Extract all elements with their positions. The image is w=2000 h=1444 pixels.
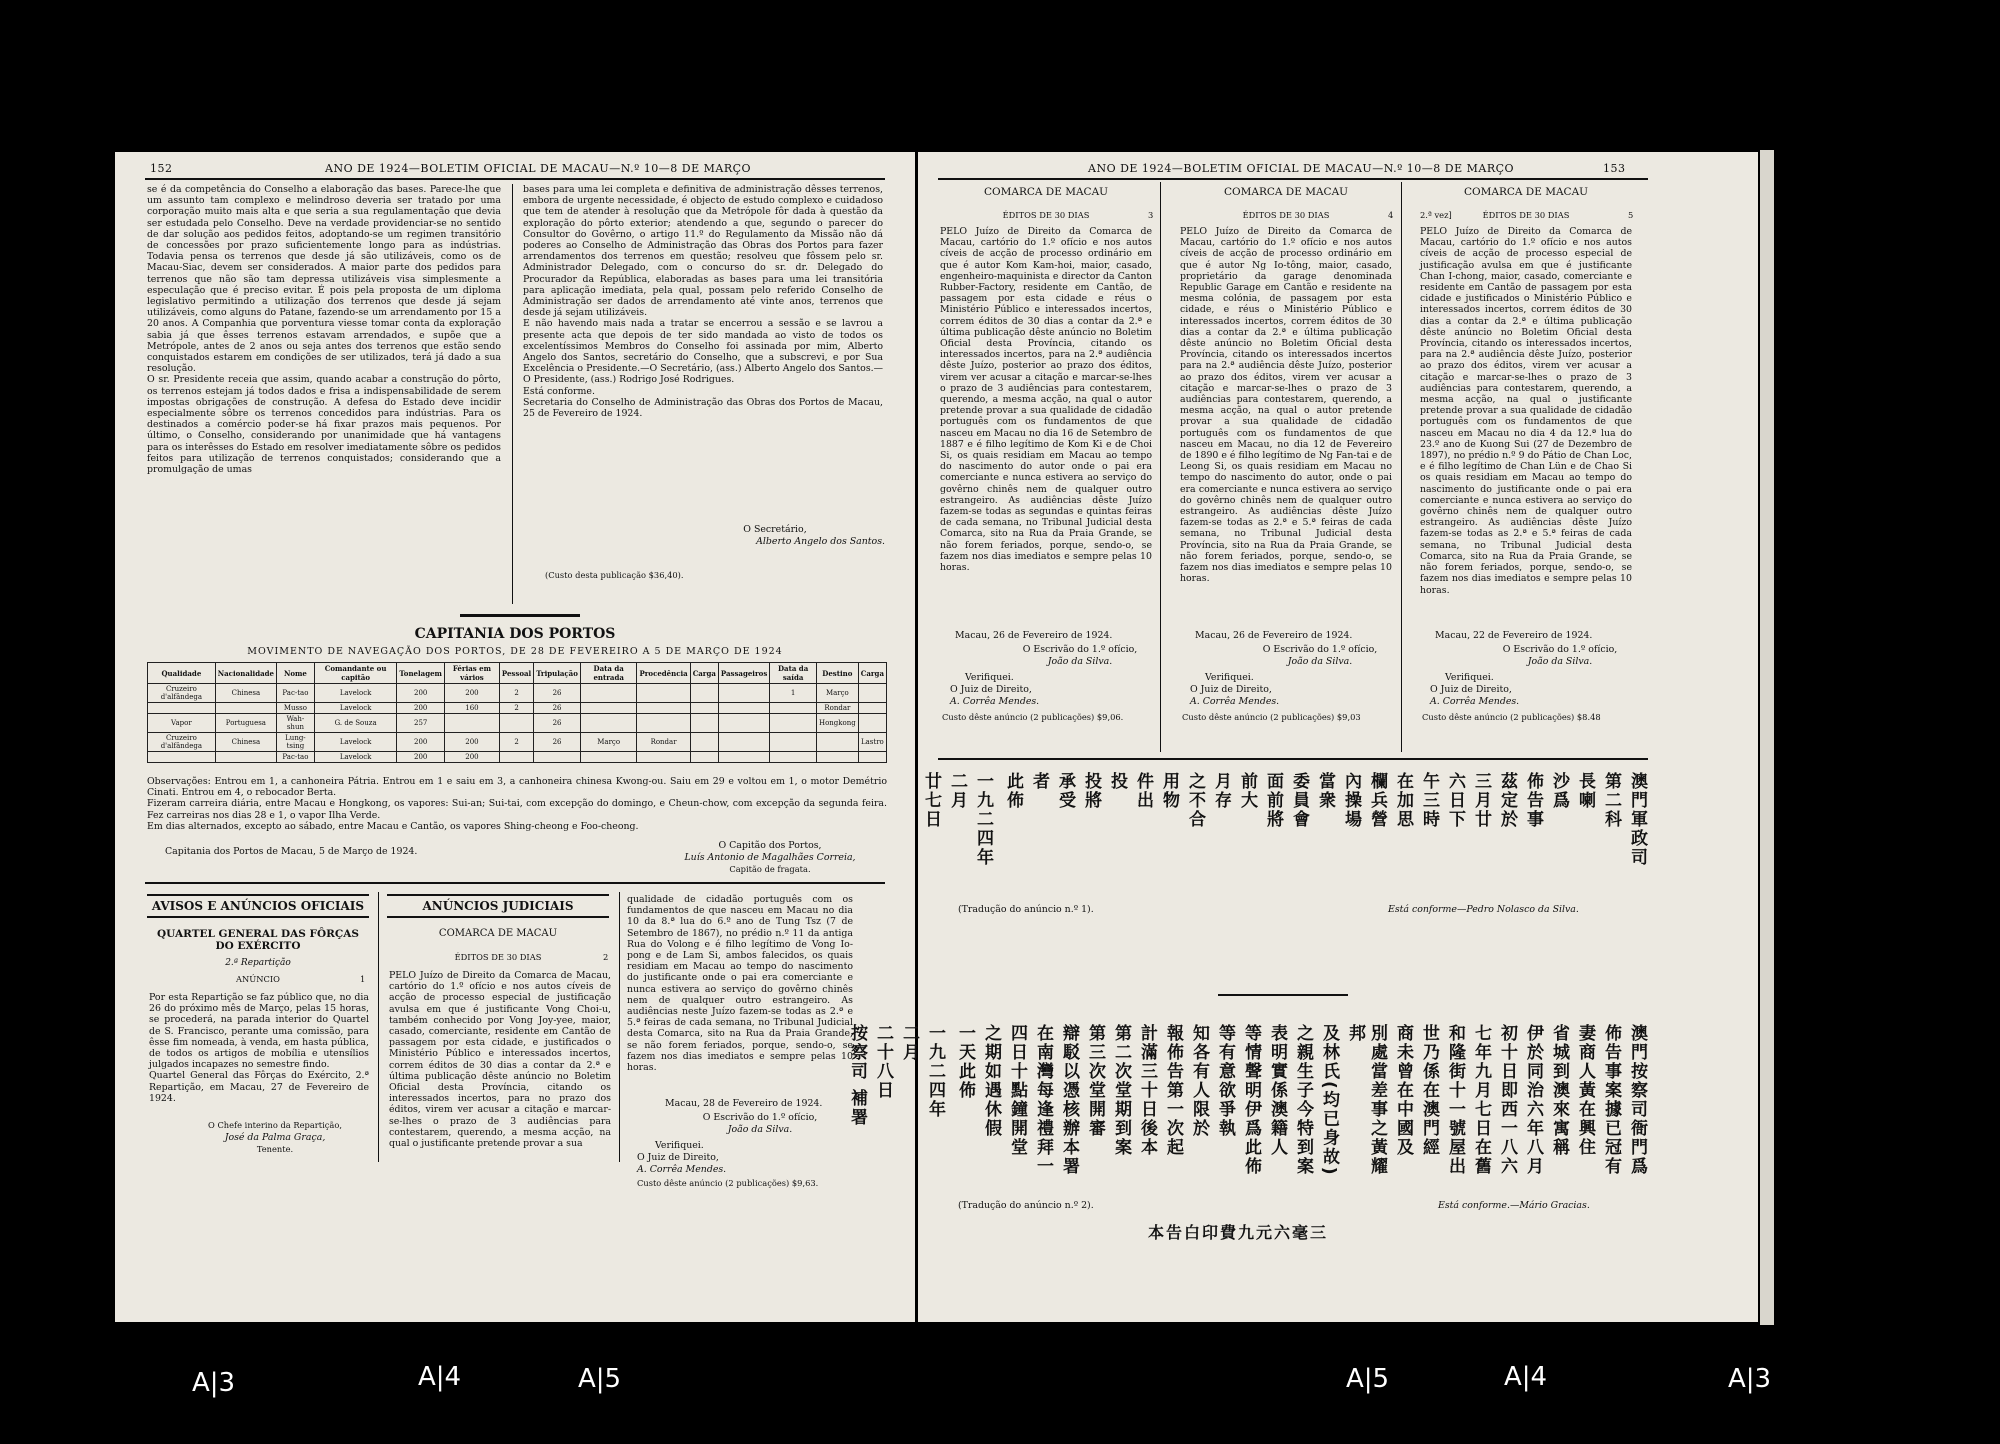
section-rule-2 <box>145 882 885 884</box>
judiciais-juiz-name: A. Corrêa Mendes. <box>637 1164 727 1175</box>
capitania-sig-rank: Capitão de fragata. <box>729 864 811 874</box>
table-cell <box>858 684 886 703</box>
film-mark-5: A|4 <box>1504 1362 1548 1392</box>
film-mark-3: A|5 <box>578 1364 622 1394</box>
chinese-date-column: 廿七日 <box>921 772 941 829</box>
notice-editos: ÉDITOS DE 30 DIAS <box>1242 210 1330 220</box>
chinese-date-column: 二月 <box>947 772 967 810</box>
table-cell: Chinesa <box>215 733 276 752</box>
table-cell: Lavelock <box>314 733 397 752</box>
film-mark-2: A|4 <box>418 1362 462 1392</box>
running-header-right: ANO DE 1924—BOLETIM OFICIAL DE MACAU—N.º 10—8 DE MARÇO <box>1088 162 1515 175</box>
left-page <box>115 152 915 1322</box>
chinese-text-column: 佈告事案據已冠有 <box>1601 1024 1621 1176</box>
table-row <box>148 752 887 763</box>
chinese-text-column: 面前將 <box>1263 772 1283 829</box>
table-header-cell: Destino <box>816 663 858 684</box>
table-cell: Rondar <box>816 703 858 714</box>
table-cell <box>215 703 276 714</box>
chinese-text-column: 之不合 <box>1185 772 1205 829</box>
chinese-text-column: 午三時 <box>1419 772 1439 829</box>
column-divider <box>512 184 513 604</box>
chinese-text-column: 月存 <box>1211 772 1231 810</box>
table-cell: 160 <box>444 703 499 714</box>
table-header-cell: Pessoal <box>499 663 533 684</box>
sig-role: O Secretário, <box>743 524 807 535</box>
table-cell: 200 <box>444 733 499 752</box>
table-cell: Lavelock <box>314 752 397 763</box>
judiciais-date: Macau, 28 de Fevereiro de 1924. <box>665 1098 823 1109</box>
table-cell <box>148 703 216 714</box>
table-cell: Março <box>816 684 858 703</box>
translation-note-1: (Tradução do anúncio n.º 1). <box>958 904 1094 915</box>
chinese-text-column: 沙爲 <box>1549 772 1569 810</box>
judiciais-num: 2 <box>603 952 609 962</box>
table-cell: Março <box>580 733 637 752</box>
page-number-right: 153 <box>1603 162 1626 175</box>
table-cell <box>580 684 637 703</box>
page-edge <box>1760 150 1774 1325</box>
judiciais-body: PELO Juízo de Direito da Comarca de Macau, cartório do 1.º ofício e nos autos cíveis de acção de processo especial de justificação avulsa em que é justificante Vong Choi-u, também conhecido por Vong Joy-yee, maior, casado, comerciante, residente em Cantão de passagem por esta cidade, e justificados o Ministério Público e interessados incertos, correm éditos de 30 dias a contar da 2.ª e última publicação dêste anúncio no Boletim Oficial desta Província, citando os interessados incertos, para no prazo dos éditos, virem ver acusar a citação e marcar-se-lhes o prazo de 3 audiências para contestarem, querendo, a mesma acção, na qual o justificante pretende provar a sua <box>389 970 611 1150</box>
chinese-date-column: 一九二四年 <box>973 772 993 867</box>
notice-verif: Verifiquei. <box>1445 672 1494 683</box>
chinese-text-column: 報佈告第一次起 <box>1163 1024 1183 1157</box>
cost-note: (Custo desta publicação $36,40). <box>545 570 684 580</box>
translation-note-2: (Tradução do anúncio n.º 2). <box>958 1200 1094 1211</box>
chinese-text-column: 此佈 <box>1003 772 1023 810</box>
chinese-text-column: 佈告事 <box>1523 772 1543 829</box>
table-cell: Rondar <box>637 733 690 752</box>
table-header-cell: Passageiros <box>718 663 769 684</box>
chinese-text-column: 承受 <box>1055 772 1075 810</box>
judiciais-cont-body: qualidade de cidadão português com os fundamentos de que nasceu em Macau no dia 10 da 8.ª lua do 6.º ano de Tung Tsz (7 de Setembro de 1867), no prédio n.º 11 da antiga Rua do Volong e é filho legítimo de Vong Io-pong e de Lam Si, ambos falecidos, os quais residiam em Macau ao tempo do nascimento do justificante onde o pai era comerciante e nunca estivera ao serviço do govêrno chinês nem de qualquer outro estrangeiro. As audiências neste Juízo fazem-se todas as 2.ª e 5.ª feiras de cada semana, no Tribunal Judicial desta Comarca, sito na Rua da Praia Grande, se não forem feriados, porque, sendo-o, se fazem nos dias imediatos e sempre pelas 10 horas. <box>627 894 853 1074</box>
chinese-text-column: 投 <box>1107 772 1127 791</box>
judiciais-cost: Custo dêste anúncio (2 publicações) $9,63. <box>637 1178 819 1188</box>
conforme-note-1: Está conforme—Pedro Nolasco da Silva. <box>1388 904 1579 915</box>
chinese-text-column: 之期如遇休假 <box>981 1024 1001 1138</box>
notice-juiz-role: O Juiz de Direito, <box>1430 684 1512 695</box>
table-cell <box>718 703 769 714</box>
chinese-text-column: 在南灣每逢禮拜一 <box>1033 1024 1053 1176</box>
table-cell: Lavelock <box>314 703 397 714</box>
chinese-text-column: 和隆街十一號屋出 <box>1445 1024 1465 1176</box>
printing-cost-cjk: 本告白印費九元六毫三 <box>1148 1223 1329 1242</box>
notice-body: PELO Juízo de Direito da Comarca de Macau, cartório do 1.º ofício e nos autos cíveis de acção de processo ordinário em que é autor Ng Io-tông, maior, casado, proprietário da garage denominada Republic Garage em Cantão e residente na mesma colónia, de passagem por esta cidade, e réus o Ministério Público e interessados incertos, correm éditos de 30 dias a contar da 2.ª e última publicação dêste anúncio no Boletim Oficial desta Província, citando os interessados incertos para na 2.ª audiência dêste Juízo, posterior ao prazo dos éditos, virem ver acusar a citação e marcar-se-lhes o prazo de 3 audiências para contestarem, querendo, a mesma acção, na qual o autor pretende provar a sua qualidade de cidadão português com os fundamentos de que nasceu em Macau, no dia 12 de Fevereiro de 1890 e é filho legítimo de Ng Fan-tai e de Leong Si, os quais residiam em Macau no tempo do nascimento do autor, onde o pai era comerciante e nunca estivera ao serviço do govêrno chinês nem de qualquer outro estrangeiro. As audiências dêste Juízo fazem-se todas as 2.ª e 5.ª feiras de cada semana, no Tribunal Judicial desta Província, sito na Rua da Praia Grande, se não forem feriados, porque, sendo-o, se fazem nos dias imediatos e sempre pelas 10 horas. <box>1180 226 1392 585</box>
note-2: Fizeram carreira diária, entre Macau e Hongkong, os vapores: Sui-an; Sui-tai, com excepção do domingo, e Cheun-chow, com excepção da segunda feira. Fez carreiras nos dias 28 e 1, o vapor Ilha Verde. <box>147 798 887 821</box>
notice-editos: ÉDITOS DE 30 DIAS <box>1002 210 1090 220</box>
table-cell: 26 <box>534 703 581 714</box>
notice-date: Macau, 26 de Fevereiro de 1924. <box>1195 630 1353 641</box>
chinese-date-column: 一九二四年 <box>925 1024 945 1119</box>
header-rule-right <box>938 178 1648 180</box>
table-cell <box>499 714 533 733</box>
avisos-sig-name: José da Palma Graça, <box>224 1132 326 1143</box>
notice-verif: Verifiquei. <box>965 672 1014 683</box>
chinese-text-column: 投將 <box>1081 772 1101 810</box>
notice-comarca: COMARCA DE MACAU <box>983 186 1109 198</box>
chinese-text-column: 第三次堂開審 <box>1085 1024 1105 1138</box>
chinese-text-column: 辯駁以憑核辦本署 <box>1059 1024 1079 1176</box>
table-cell: 2 <box>499 703 533 714</box>
table-cell <box>690 733 718 752</box>
notice-editos: ÉDITOS DE 30 DIAS <box>1482 210 1570 220</box>
header-rule <box>145 178 885 180</box>
notice-comarca: COMARCA DE MACAU <box>1463 186 1589 198</box>
chinese-text-column: 表明實係澳籍人 <box>1267 1024 1287 1157</box>
notice-esc-name: João da Silva. <box>1047 656 1113 667</box>
table-cell <box>637 752 690 763</box>
chinese-text-column: 四日十點鐘開堂 <box>1007 1024 1027 1157</box>
table-header-cell: Nome <box>277 663 315 684</box>
notice-date: Macau, 22 de Fevereiro de 1924. <box>1435 630 1593 641</box>
table-header-cell: Carga <box>858 663 886 684</box>
table-cell: Chinesa <box>215 684 276 703</box>
chinese-text-column: 等有意欲爭執 <box>1215 1024 1235 1138</box>
chinese-text-column: 伊於同治六年八月 <box>1523 1024 1543 1176</box>
table-cell <box>580 752 637 763</box>
table-cell <box>690 703 718 714</box>
table-cell: 2 <box>499 684 533 703</box>
table-header-cell: Qualidade <box>148 663 216 684</box>
table-cell <box>148 752 216 763</box>
chinese-text-column: 澳門按察司衙門爲 <box>1627 1024 1647 1176</box>
capitania-place-date: Capitania dos Portos de Macau, 5 de Março de 1924. <box>165 846 418 857</box>
notice-divider-1 <box>1160 182 1161 752</box>
notice-body: PELO Juízo de Direito da Comarca de Macau, cartório do 1.º ofício e nos autos cíveis de acção de processo especial de justificação avulsa em que é justificante Chan I-chong, maior, casado, comerciante e residente em Cantão de passagem por esta cidade e justificados o Ministério Público e interessados incertos, correm éditos de 30 dias a contar da 2.ª e última publicação dêste anúncio no Boletim Oficial desta Província, citando os interessados incertos, para na 2.ª audiência dêste Juízo, posterior ao prazo dos éditos, virem ver acusar a citação e marcar-se-lhes o prazo de 3 audiências para contestarem, querendo, a mesma acção, na qual o justificante pretende provar a sua qualidade de cidadão português com os fundamentos de que nasceu em Macau no dia 4 da 12.ª lua do 23.º ano de Kuong Sui (27 de Dezembro de 1897), no prédio n.º 9 do Pátio de Chan Loc, e é filho legítimo de Chan Lün e de Chao Si os quais residiam em Macau ao tempo do nascimento do justificante onde o pai era comerciante e nunca estivera ao serviço do govêrno chinês nem de qualquer outro estrangeiro. As audiências dêste Juízo fazem-se todas as 2.ª e 5.ª feiras de cada semana, no Tribunal Judicial desta Comarca, sito na Rua da Praia Grande, se não forem feriados, porque, sendo-o, se fazem nos dias imediatos e sempre pelas 10 horas. <box>1420 226 1632 596</box>
table-row <box>148 733 887 752</box>
judiciais-juiz-role: O Juiz de Direito, <box>637 1152 719 1163</box>
notice-body: PELO Juízo de Direito da Comarca de Macau, cartório do 1.º ofício e nos autos cíveis de acção de processo ordinário em que é autor Kom Kam-hoi, maior, casado, engenheiro-maquinista e director da Canton Rubber-Factory, residente em Cantão, de passagem por esta cidade e réus o Ministério Público e interessados incertos, correm éditos de 30 dias a contar da 2.ª e última publicação dêste anúncio no Boletim Oficial desta Província, citando os interessados incertos, para na 2.ª audiência dêste Juízo, posterior ao prazo dos éditos, virem ver acusar a citação e marcar-se-lhes o prazo de 3 audiências para contestarem, querendo, a mesma acção, na qual o autor pretende provar a sua qualidade de cidadão português com os fundamentos de que nasceu em Macau no dia 16 de Setembro de 1887 e é filho legítimo de Kom Ki e de Choi Si, os quais residiam em Macau ao tempo do nascimento do autor onde o pai era comerciante e nunca estivera ao serviço do govêrno chinês nem de qualquer outro estrangeiro. As audiências dêste Juízo fazem-se todas as segundas e quintas feiras de cada semana, no Tribunal Judicial desta Comarca, sito na Rua da Praia Grande, se não forem feriados, porque, sendo-o, se fazem nos dias imediatos e sempre pelas 10 horas. <box>940 226 1152 574</box>
chinese-text-column: 省城到澳來寓稱 <box>1549 1024 1569 1157</box>
table-cell <box>858 752 886 763</box>
page-number-left: 152 <box>150 162 173 175</box>
avisos-title: AVISOS E ANÚNCIOS OFICIAIS <box>147 894 369 918</box>
table-cell <box>816 752 858 763</box>
chinese-text-column: 世乃係在澳門經 <box>1419 1024 1439 1157</box>
judiciais-comarca: COMARCA DE MACAU <box>438 928 558 939</box>
notice-esc-role: O Escrivão do 1.º ofício, <box>1502 644 1618 655</box>
table-cell: 2 <box>499 733 533 752</box>
table-cell: 200 <box>444 752 499 763</box>
table-cell: Lastro <box>858 733 886 752</box>
avisos-sig-rank: Tenente. <box>256 1144 294 1154</box>
shipping-table <box>147 662 887 763</box>
table-header-cell: Data da saída <box>770 663 817 684</box>
chinese-text-column: 妻商人黃在興住 <box>1575 1024 1595 1157</box>
table-cell: Lavelock <box>314 684 397 703</box>
table-cell: 200 <box>397 703 445 714</box>
table-cell <box>690 752 718 763</box>
table-cell: Hongkong <box>816 714 858 733</box>
notice-esc-name: João da Silva. <box>1287 656 1353 667</box>
table-cell: G. de Souza <box>314 714 397 733</box>
avisos-sig-role: O Chefe interino da Repartição, <box>208 1120 342 1130</box>
table-cell <box>718 714 769 733</box>
chinese-text-column: 者 <box>1029 772 1049 791</box>
table-cell: 200 <box>397 733 445 752</box>
chinese-date-column: 按察司 補署 <box>847 1024 867 1127</box>
chinese-text-column: 三月廿 <box>1471 772 1491 829</box>
chinese-date-column: 二月 <box>899 1024 919 1062</box>
table-cell <box>690 714 718 733</box>
chinese-text-column: 別處當差事之黃耀邦 <box>1345 1024 1387 1176</box>
notice-cost: Custo dêste anúncio (2 publicações) $9,06. <box>942 712 1124 722</box>
chinese-text-column: 商未曾在中國及 <box>1393 1024 1413 1157</box>
notice-esc-role: O Escrivão do 1.º ofício, <box>1262 644 1378 655</box>
notice-esc-name: João da Silva. <box>1527 656 1593 667</box>
chinese-text-column: 件出 <box>1133 772 1153 810</box>
table-cell <box>816 733 858 752</box>
running-header-left: ANO DE 1924—BOLETIM OFICIAL DE MACAU—N.º 10—8 DE MARÇO <box>325 162 752 175</box>
table-cell <box>215 752 276 763</box>
table-cell <box>858 714 886 733</box>
table-cell <box>770 752 817 763</box>
table-cell: 200 <box>397 752 445 763</box>
table-cell <box>770 703 817 714</box>
table-cell <box>858 703 886 714</box>
chinese-text-column: 等情聲明伊爲此佈 <box>1241 1024 1261 1176</box>
table-cell <box>770 733 817 752</box>
notice-num: 5 <box>1628 210 1634 220</box>
table-cell: Cruzeiro d'alfândega <box>148 684 216 703</box>
sig-name: Alberto Angelo dos Santos. <box>756 536 885 547</box>
table-header-cell: Tonelagem <box>397 663 445 684</box>
chinese-text-column: 澳門軍政司 <box>1627 772 1647 867</box>
avisos-num: 1 <box>360 974 366 984</box>
table-cell: 200 <box>397 684 445 703</box>
chinese-text-column: 欄兵營 <box>1367 772 1387 829</box>
chinese-text-column: 計滿三十日後本 <box>1137 1024 1157 1157</box>
chinese-notice-1 <box>921 772 1648 892</box>
column-divider-3 <box>619 892 620 1162</box>
chinese-text-column: 長喇 <box>1575 772 1595 810</box>
notice-esc-role: O Escrivão do 1.º ofício, <box>1022 644 1138 655</box>
table-cell <box>580 714 637 733</box>
chinese-text-column: 第二次堂期到案 <box>1111 1024 1131 1157</box>
chinese-text-column: 在加思 <box>1393 772 1413 829</box>
avisos-sub: QUARTEL GENERAL DAS FÔRÇAS DO EXÉRCITO <box>157 928 359 952</box>
notice-comarca: COMARCA DE MACAU <box>1223 186 1349 198</box>
avisos-anuncio: ANÚNCIO <box>236 974 280 984</box>
table-cell <box>534 752 581 763</box>
avisos-body: Por esta Repartição se faz público que, no dia 26 do próximo mês de Março, pelas 15 horas, se procederá, na parada interior do Quartel de S. Francisco, perante uma comissão, para êsse fim nomeada, à venda, em hasta pública, de todos os artigos de mobília e utensílios julgados incapazes no semestre findo. Quartel General das Fôrças do Exército, 2.ª Repartição, em Macau, 27 de Fevereiro de 1924. <box>149 992 369 1104</box>
shipping-table-wrap <box>147 662 887 763</box>
judiciais-editos: ÉDITOS DE 30 DIAS <box>454 952 542 962</box>
judiciais-verif: Verifiquei. <box>655 1140 704 1151</box>
chinese-text-column: 知各有人限於 <box>1189 1024 1209 1138</box>
table-cell <box>444 714 499 733</box>
capitania-notes <box>147 776 887 832</box>
chinese-date-column: 二十八日 <box>873 1024 893 1100</box>
table-cell: 26 <box>534 684 581 703</box>
judiciais-esc-role: O Escrivão do 1.º ofício, <box>702 1112 818 1123</box>
avisos-rep: 2.ª Repartição <box>225 958 291 968</box>
left-col1-text: se é da competência do Conselho a elaboração das bases. Parece-lhe que um assunto tam complexo e melindroso deveria ser tratado por uma corporação muito mais alta e que seria a sua regulamentação que devia ser estudada pelo Conselho. Deve na verdade providenciar-se no sentido de dar solução aos pedidos feitos, adoptando-se um regimen transitório de concessões por prazo suficientemente longo para as indústrias. Todavia pensa os terrenos que desde já são utilizáveis, como os de Macau-Siac, devem ser considerados. A maior parte dos pedidos para terrenos que não são tam depressa utilizáveis visa simplesmente a especulação que é preciso evitar. É pois pela proposta de um diploma legislativo permitindo a utilização dos terrenos que desde já sejam utilizáveis, como alguns do Patane, fazendo-se um arrendamento por 15 a 20 anos. A Companhia que porventura viesse tomar conta da exploração sabia já que êsses terrenos estavam arrendados, e supõe que a Metrópole, antes de 2 anos ou seja antes dos terrenos que estão sendo conquistados estarem em condições de ser utilizados, terá já dado a sua resolução. O sr. Presidente receia que assim, quando acabar a construção do pôrto, os terrenos estejam já todos dados e frisa a indispensabilidade de serem impostas obrigações de construção. A defesa do Estado deve incidir especialmente sôbre os terrenos concedidos para indústrias. Para os destinados a comércio poder-se há fixar prazos mais pequenos. Por último, o Conselho, considerando por unanimidade que há vantagens para os interêsses do Estado em resolver imediatamente sôbre os pedidos feitos para utilização de terrenos conquistados; considerando que a promulgação de umas <box>147 184 501 476</box>
table-cell <box>637 714 690 733</box>
table-row <box>148 714 887 733</box>
notice-verif: Verifiquei. <box>1205 672 1254 683</box>
table-header-cell: Data da entrada <box>580 663 637 684</box>
film-mark-6: A|3 <box>1728 1364 1772 1394</box>
chinese-text-column: 內操場 <box>1341 772 1361 829</box>
notice-cost: Custo dêste anúncio (2 publicações) $8.48 <box>1422 712 1601 722</box>
notice-vez: 2.ª vez] <box>1420 210 1452 220</box>
notice-juiz-role: O Juiz de Direito, <box>950 684 1032 695</box>
column-divider-2 <box>378 892 379 1162</box>
table-cell: Wah-shun <box>277 714 315 733</box>
chinese-text-column: 茲定於 <box>1497 772 1517 829</box>
notice-num: 3 <box>1148 210 1154 220</box>
judiciais-esc-name: João da Silva. <box>727 1124 793 1135</box>
capitania-sig-role: O Capitão dos Portos, <box>718 840 822 851</box>
table-cell: Lung-tsing <box>277 733 315 752</box>
notice-date: Macau, 26 de Fevereiro de 1924. <box>955 630 1113 641</box>
table-row <box>148 684 887 703</box>
table-header-cell: Procedência <box>637 663 690 684</box>
table-cell: Cruzeiro d'alfândega <box>148 733 216 752</box>
table-header-cell: Nacionalidade <box>215 663 276 684</box>
chinese-text-column: 一天此佈 <box>955 1024 975 1100</box>
note-1: Observações: Entrou em 1, a canhoneira Pátria. Entrou em 1 e saiu em 3, a canhoneira chinesa Kwong-ou. Saiu em 29 e voltou em 1, o motor Demétrio Cinati. Entrou em 4, o rebocador Berta. <box>147 776 887 799</box>
table-cell: 26 <box>534 714 581 733</box>
left-col2-text: bases para uma lei completa e definitiva de administração dêsses terrenos, embora de urgente necessidade, é objecto de estudo complexo e cuidadoso que tem de atender à resolução que da Metrópole fôr dada à questão da exploração do pôrto exterior; atendendo a que, segundo o parecer do Consultor do Govêrno, o artigo 11.º do Regulamento da Missão não dá poderes ao Conselho de Administração das Obras dos Portos para fazer arrendamentos dos terrenos em questão; resolveu que fôssem pelo sr. Administrador Delegado, com o concurso do sr. dr. Delegado do Procurador da República, elaboradas as bases para uma lei transitória para aplicação imediata, pela qual, possam pelo referido Conselho de Administração ser dados de arrendamento até vinte anos, terrenos que desde já sejam utilizáveis. E não havendo mais nada a tratar se encerrou a sessão e se lavrou a presente acta que depois de ter sido mandada ao visto de todos os excelentíssimos Membros do Conselho foi assinada por mim, Alberto Angelo dos Santos, secretário do Conselho, que a subscrevi, e por Sua Excelência o Presidente.—O Secretário, (ass.) Alberto Angelo dos Santos.—O Presidente, (ass.) Rodrigo José Rodrigues. Está conforme. Secretaria do Conselho de Administração das Obras dos Portos de Macau, 25 de Fevereiro de 1924. <box>523 184 883 420</box>
chinese-text-column: 及林氏(均已身故) <box>1319 1024 1339 1177</box>
chinese-text-column: 之親生子今特到案 <box>1293 1024 1313 1176</box>
table-header-cell: Comandante ou capitão <box>314 663 397 684</box>
table-header-cell: Carga <box>690 663 718 684</box>
notice-juiz-role: O Juiz de Direito, <box>1190 684 1272 695</box>
notice-num: 4 <box>1388 210 1394 220</box>
chinese-text-column: 初十日即西一八六 <box>1497 1024 1517 1176</box>
notice-juiz-name: A. Corrêa Mendes. <box>1190 696 1280 707</box>
chinese-text-column: 七年九月七日在舊 <box>1471 1024 1491 1176</box>
table-row <box>148 703 887 714</box>
chinese-text-column: 前大 <box>1237 772 1257 810</box>
table-header-cell: Férias em vários <box>444 663 499 684</box>
table-cell: 200 <box>444 684 499 703</box>
table-cell <box>718 752 769 763</box>
chinese-text-column: 六日下 <box>1445 772 1465 829</box>
table-cell: Pac-tao <box>277 684 315 703</box>
table-cell: Pac-tao <box>277 752 315 763</box>
section-rule-right-2 <box>1218 994 1348 996</box>
table-cell <box>637 684 690 703</box>
chinese-text-column: 第二科 <box>1601 772 1621 829</box>
table-cell <box>690 684 718 703</box>
table-cell <box>499 752 533 763</box>
chinese-text-column: 用物 <box>1159 772 1179 810</box>
table-cell: 257 <box>397 714 445 733</box>
table-cell: 1 <box>770 684 817 703</box>
conforme-note-2: Está conforme.—Mário Gracias. <box>1438 1200 1590 1211</box>
table-cell: Musso <box>277 703 315 714</box>
capitania-title: CAPITANIA DOS PORTOS <box>414 626 616 642</box>
notice-juiz-name: A. Corrêa Mendes. <box>1430 696 1520 707</box>
table-cell <box>580 703 637 714</box>
film-mark-1: A|3 <box>192 1368 236 1398</box>
capitania-subtitle: MOVIMENTO DE NAVEGAÇÃO DOS PORTOS, DE 28 DE FEVEREIRO A 5 DE MARÇO DE 1924 <box>247 646 783 657</box>
film-mark-4: A|5 <box>1346 1364 1390 1394</box>
section-rule-right <box>938 758 1648 760</box>
capitania-sig-name: Luís Antonio de Magalhães Correia, <box>684 852 856 863</box>
chinese-text-column: 當衆 <box>1315 772 1335 810</box>
table-cell <box>718 733 769 752</box>
notice-cost: Custo dêste anúncio (2 publicações) $9,03 <box>1182 712 1361 722</box>
table-cell <box>770 714 817 733</box>
table-cell <box>718 684 769 703</box>
notice-juiz-name: A. Corrêa Mendes. <box>950 696 1040 707</box>
chinese-notice-2 <box>847 1024 1648 1184</box>
table-cell: Vapor <box>148 714 216 733</box>
notice-divider-2 <box>1401 182 1402 752</box>
table-cell: Portuguesa <box>215 714 276 733</box>
judiciais-title: ANÚNCIOS JUDICIAIS <box>387 894 609 918</box>
chinese-text-column: 委員會 <box>1289 772 1309 829</box>
section-rule <box>460 614 580 617</box>
table-cell <box>637 703 690 714</box>
table-header-cell: Tripulação <box>534 663 581 684</box>
note-3: Em dias alternados, excepto ao sábado, entre Macau e Cantão, os vapores Shing-cheong e Foo-cheong. <box>147 820 639 832</box>
table-cell: 26 <box>534 733 581 752</box>
